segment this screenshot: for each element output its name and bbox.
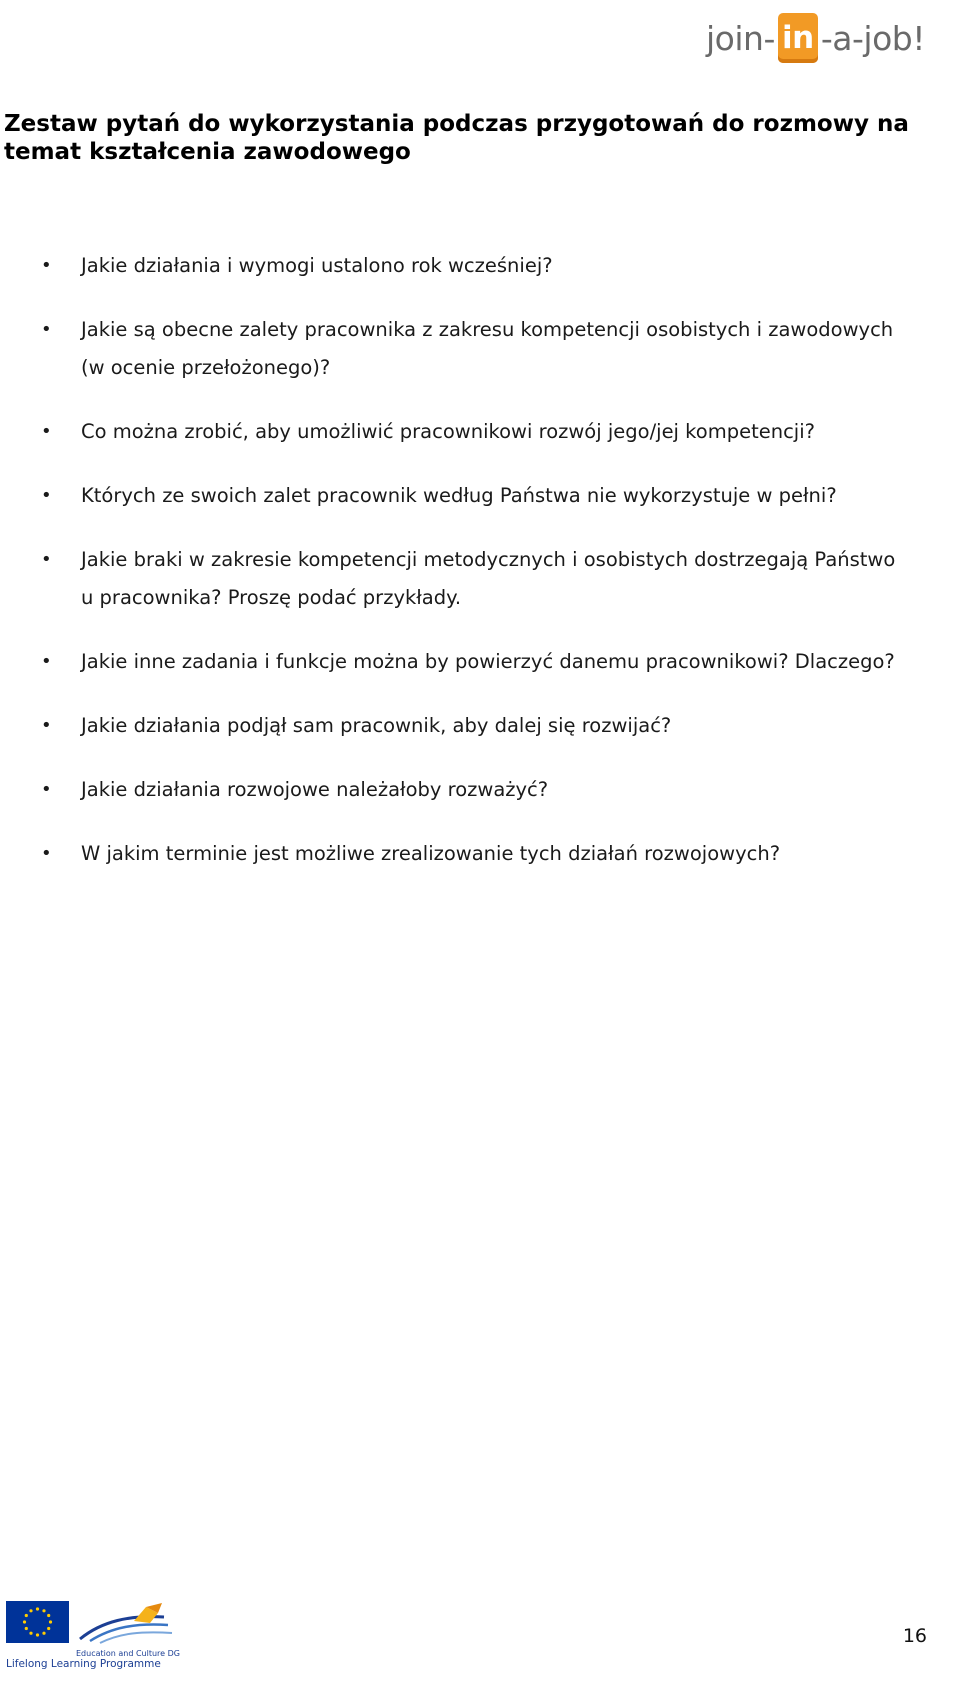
join-in-a-job-logo [706, 10, 958, 66]
question-item [0, 247, 940, 285]
question-item [0, 413, 940, 451]
bullet-icon: • [41, 843, 52, 864]
logo-highlight: in [778, 13, 818, 63]
bullet-icon: • [41, 549, 52, 570]
question-text: Jakie inne zadania i funkcje można by powierzyć danemu pracownikowi? Dlaczego? [81, 650, 895, 673]
bullet-icon: • [41, 319, 52, 340]
question-item [0, 707, 940, 745]
question-item [0, 643, 940, 681]
bullet-icon: • [41, 421, 52, 442]
question-item [0, 835, 940, 873]
page-title: Zestaw pytań do wykorzystania podczas przygotowań do rozmowy na temat kształcenia zawodowego [4, 111, 909, 165]
footer-logos [6, 1601, 196, 1671]
question-text: Jakie działania podjął sam pracownik, aby dalej się rozwijać? [81, 714, 672, 737]
question-text: Jakie braki w zakresie kompetencji metodycznych i osobistych dostrzegają Państwo u pracownika? Proszę podać przykłady. [81, 548, 896, 609]
programme-label: Lifelong Learning Programme [6, 1658, 161, 1670]
question-text: Których ze swoich zalet pracownik według Państwa nie wykorzystuje w pełni? [81, 484, 837, 507]
question-item [0, 311, 940, 387]
question-text: Jakie działania rozwojowe należałoby rozważyć? [81, 778, 549, 801]
bullet-icon: • [41, 485, 52, 506]
question-text: W jakim terminie jest możliwe zrealizowanie tych działań rozwojowych? [81, 842, 781, 865]
bullet-icon: • [41, 651, 52, 672]
bullet-icon: • [41, 715, 52, 736]
eu-flag-icon [6, 1601, 69, 1643]
dg-label: Education and Culture DG [76, 1649, 180, 1658]
logo-suffix: -a-job! [820, 18, 925, 58]
question-item [0, 541, 940, 617]
bullet-icon: • [41, 255, 52, 276]
question-list [0, 247, 940, 899]
page-number: 16 [902, 1625, 927, 1647]
question-item [0, 771, 940, 809]
bullet-icon: • [41, 779, 52, 800]
logo-prefix: join- [706, 18, 775, 58]
question-item [0, 477, 940, 515]
question-text: Jakie są obecne zalety pracownika z zakresu kompetencji osobistych i zawodowych (w ocenie przełożonego)? [81, 318, 894, 379]
question-text: Jakie działania i wymogi ustalono rok wcześniej? [81, 254, 553, 277]
question-text: Co można zrobić, aby umożliwić pracownikowi rozwój jego/jej kompetencji? [81, 420, 815, 443]
education-culture-dg-logo-icon [76, 1601, 188, 1651]
